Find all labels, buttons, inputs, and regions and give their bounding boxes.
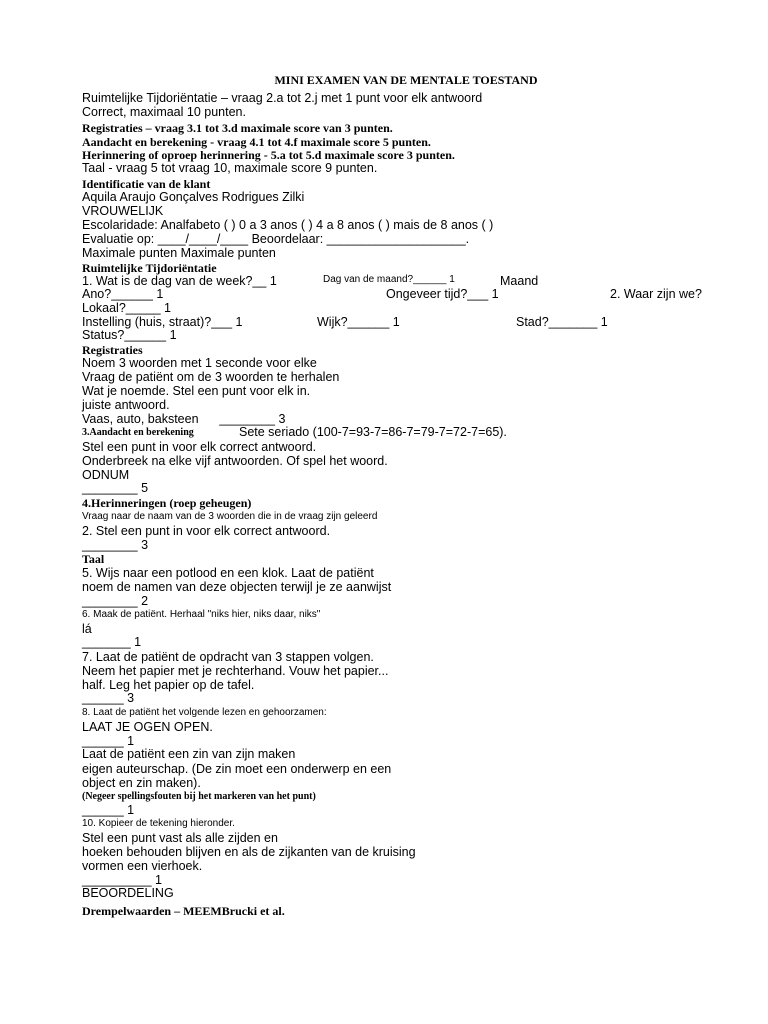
language-q6: 6. Maak de patiënt. Herhaal "niks hier, niks daar, niks"	[82, 609, 321, 620]
language-q9-note: (Negeer spellingsfouten bij het markeren van het punt)	[82, 791, 316, 802]
client-education: Escolaridade: Analfabeto ( ) 0 a 3 anos ( ) 4 a 8 anos ( ) mais de 8 anos ( )	[82, 218, 494, 232]
orientation-q1: 1. Wat is de dag van de week?__ 1	[82, 274, 277, 288]
registration-line: Vraag de patiënt om de 3 woorden te herhalen	[82, 370, 340, 384]
memory-heading: 4.Herinneringen (roep geheugen)	[82, 496, 252, 510]
rating-label: BEOORDELING	[82, 886, 174, 900]
language-q9: eigen auteurschap. (De zin moet een onderwerp en een	[82, 762, 392, 776]
client-max-points: Maximale punten Maximale punten	[82, 246, 276, 260]
language-q7-score: ______ 3	[82, 691, 135, 705]
orientation-q2: 2. Waar zijn we?	[610, 287, 702, 301]
orientation-state: Status?______ 1	[82, 328, 177, 342]
language-q10: hoeken behouden blijven en als de zijkanten van de kruising	[82, 845, 416, 859]
orientation-district: Wijk?______ 1	[317, 315, 400, 329]
orientation-month: Maand	[500, 274, 539, 288]
orientation-time: Ongeveer tijd?___ 1	[386, 287, 499, 301]
language-q10: 10. Kopieer de tekening hieronder.	[82, 818, 235, 829]
language-q10: Stel een punt vast als alle zijden en	[82, 831, 278, 845]
intro-line-4: Aandacht en berekening - vraag 4.1 tot 4.f maximale score 5 punten.	[82, 135, 431, 149]
language-q7: half. Leg het papier op de tafel.	[82, 678, 255, 692]
thresholds-label: Drempelwaarden – MEEMBrucki et al.	[82, 904, 285, 918]
language-q6-score: _______ 1	[82, 635, 142, 649]
orientation-day-of-month: Dag van de maand?______ 1	[323, 274, 455, 285]
registration-words-score: Vaas, auto, baksteen ________ 3	[82, 412, 286, 426]
attention-score: ________ 5	[82, 481, 149, 495]
client-evaluation: Evaluatie op: ____/____/____ Beoordelaar: ____________________.	[82, 232, 470, 246]
language-q9: Laat de patiënt een zin van zijn maken	[82, 747, 296, 761]
language-q8: 8. Laat de patiënt het volgende lezen en gehoorzamen:	[82, 707, 327, 718]
language-q5: 5. Wijs naar een potlood en een klok. Laat de patiënt	[82, 566, 374, 580]
intro-line-6: Taal - vraag 5 tot vraag 10, maximale score 9 punten.	[82, 161, 378, 175]
memory-instruction: Vraag naar de naam van de 3 woorden die in de vraag zijn geleerd	[82, 511, 378, 522]
attention-line: Stel een punt in voor elk correct antwoord.	[82, 440, 317, 454]
attention-heading: 3.Aandacht en berekening	[82, 427, 194, 438]
language-heading: Taal	[82, 552, 105, 566]
registration-line: Wat je noemde. Stel een punt voor elk in.	[82, 384, 311, 398]
language-q5: noem de namen van deze objecten terwijl je ze aanwijst	[82, 580, 392, 594]
language-q10: vormen een vierhoek.	[82, 859, 203, 873]
orientation-year: Ano?______ 1	[82, 287, 164, 301]
memory-score: ________ 3	[82, 538, 149, 552]
intro-line-1: Ruimtelijke Tijdoriëntatie – vraag 2.a tot 2.j met 1 punt voor elk antwoord	[82, 91, 483, 105]
language-q9-score: ______ 1	[82, 803, 135, 817]
orientation-institution: Instelling (huis, straat)?___ 1	[82, 315, 243, 329]
orientation-city: Stad?_______ 1	[516, 315, 608, 329]
attention-word: ODNUM	[82, 468, 130, 482]
attention-line: Onderbreek na elke vijf antwoorden. Of spel het woord.	[82, 454, 388, 468]
language-q10-score: __________ 1	[82, 873, 162, 887]
language-q8-score: ______ 1	[82, 734, 135, 748]
client-sex: VROUWELIJK	[82, 204, 164, 218]
registration-line: juiste antwoord.	[82, 398, 170, 412]
document-title: MINI EXAMEN VAN DE MENTALE TOESTAND	[274, 73, 538, 87]
orientation-local: Lokaal?_____ 1	[82, 301, 171, 315]
orientation-heading: Ruimtelijke Tijdoriëntatie	[82, 261, 217, 275]
language-q7: 7. Laat de patiënt de opdracht van 3 stappen volgen.	[82, 650, 374, 664]
language-q6: lá	[82, 622, 92, 636]
intro-line-2: Correct, maximaal 10 punten.	[82, 105, 246, 119]
registration-heading: Registraties	[82, 343, 143, 357]
memory-line: 2. Stel een punt in voor elk correct antwoord.	[82, 524, 331, 538]
language-q5-score: ________ 2	[82, 594, 149, 608]
registration-line: Noem 3 woorden met 1 seconde voor elke	[82, 356, 317, 370]
language-q7: Neem het papier met je rechterhand. Vouw het papier...	[82, 664, 389, 678]
client-name: Aquila Araujo Gonçalves Rodrigues Zilki	[82, 190, 305, 204]
intro-line-5: Herinnering of oproep herinnering - 5.a tot 5.d maximale score 3 punten.	[82, 148, 455, 162]
language-q8: LAAT JE OGEN OPEN.	[82, 720, 213, 734]
language-q9: object en zin maken).	[82, 776, 201, 790]
intro-line-3: Registraties – vraag 3.1 tot 3.d maximale score van 3 punten.	[82, 121, 393, 135]
client-heading: Identificatie van de klant	[82, 177, 211, 191]
attention-seriado: Sete seriado (100-7=93-7=86-7=79-7=72-7=65).	[239, 425, 507, 439]
